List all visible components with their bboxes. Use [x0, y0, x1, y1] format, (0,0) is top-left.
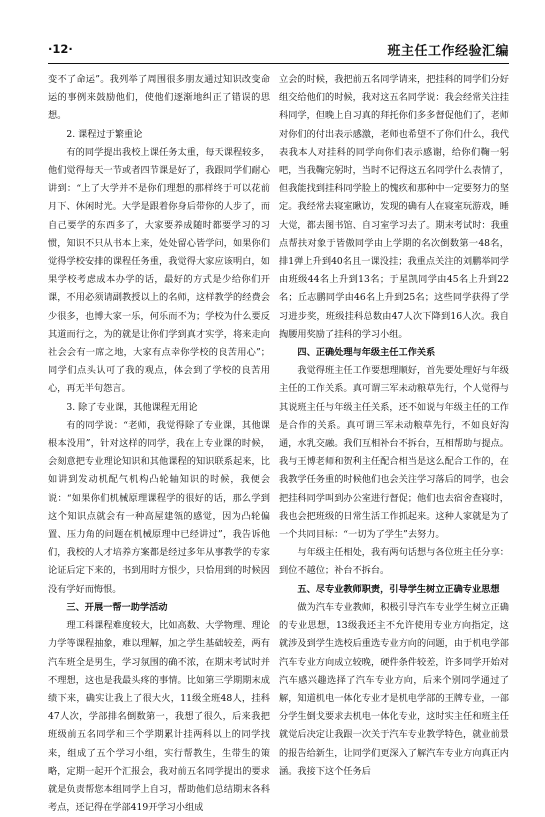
subsection-heading: 3. 除了专业课，其他课程无用论 — [66, 401, 198, 413]
paragraph: 做为汽车专业教师，积极引导汽车专业学生树立正确的专业思想，13级我还主不允许使用专业方向指定，这就涉及到学生选校后重选专业方向的问题，由于机电学部汽车专业方向成立较晚，硬件条件较差，许多同学开始对汽车感兴趣选择了汽车专业方向，后来个别同学通过了解，知道机电一体化专业才是机电学部的王牌专业，一部分学生倒戈要求去机电一体化专业，这时实主任和班主任就觉后决定让我跟一次关于汽车专业教学特色，就业前景的报告给新生，让同学们更深入了解汽车专业方向真正内涵。我接下这个任务后 — [279, 601, 509, 777]
paragraph: 有的同学说：“老师，我觉得除了专业课，其他课根本没用”，针对这样的同学，我在上专业课的时候，会刻意把专业理论知识和其他课程的知识联系起来，比如讲到发动机配气机构凸轮轴知识的时候，我便会说：“如果你们机械原理课程学的很好的话，那么学到这个知识点就会有一种高屋建瓴的感觉，因为凸轮偏置、压力角的问题在机械原理中已经讲过”，我告诉他们，我校的人才培养方案都是经过多年从事教学的专家论证后定下来的，书到用时方恨少，只恰用到的时候因没有学好而悔恨。 — [48, 419, 270, 595]
journal-title: 班主任工作经验汇编 — [387, 44, 509, 59]
paragraph: 理工科课程难度较大，比如高数、大学物理、理论力学等课程抽象，难以理解，加之学生基础较差，两有汽车班全是男生，学习氛围的确不浓，在期末考试时并不理想，这也是我最头疼的事情。比如第三学期期末成绩下来，确实让我上了很大火，11级全班48人，挂科47人次，学部排名倒数第一，我想了很久，后来我把班级前五名同学和三个学期累计挂两科以上的同学找来，组成了五个学习小组，实行帮教生，生带生的策略，定期一起开个汇报会，我对前五名同学提出的要求就是负责帮您本组同学上自习，帮助他们总结期末各科考点，还记得在学部419开学习小组成 — [48, 620, 270, 814]
right-column — [279, 71, 509, 777]
paragraph: 变不了命运”。我列举了周围很多朋友通过知识改变命运的事例来鼓励他们，使他们逐渐地纠正了错误的思想。 — [48, 74, 270, 122]
paragraph: 与年级主任相处，我有两句话想与各位班主任分享：到位不越位；补台不拆台。 — [279, 547, 509, 577]
section-heading: 四、正确处理与年级主任工作关系 — [297, 347, 436, 359]
header-rule — [48, 63, 509, 64]
subsection-heading: 2. 课程过于繁重论 — [66, 128, 143, 140]
section-heading: 五、尽专业教师职责，引导学生树立正确专业思想 — [297, 583, 500, 595]
paragraph: 有的同学提出我校上课任务太重，每天课程较多，他们觉得每天一节或者四节课是好了，我跟同学们耐心讲到：“上了大学并不是你们理想的那样终于可以花前月下、休闲时光。大学是跟着你身后带你的人步了，而自己要学的东西多了，大家要养成随时都要学习的习惯，知识不只从书本上来，处处留心皆学问，如果你们觉得学校安排的课程任务重，我觉得大家应该明白，如果学校考虑成本办学的话，最好的方式是少给你们开课，不用必须请副教授以上的名师，这样教学的经费会少很多，也博大家一乐，何乐而不为；学校为什么要反其道而行之，为的就是让你们学到真才实学，将来走向社会会有一席之地，大家有点幸你学校的良苦用心”；同学们点头认可了我的观点，体会到了学校的良苦用心，再无半句怨言。 — [48, 146, 270, 395]
left-column — [48, 71, 270, 814]
page-header — [48, 40, 509, 62]
page-number: ·12· — [48, 42, 73, 56]
paragraph: 立会的时候，我把前五名同学请来，把挂科的同学们分好组交给他们的时候，我对这五名同学说：我会经常关注挂科同学，但晚上自习真的拜托你们多多督促他们了，老师对你们的付出表示感激，老师也希望不了你们什么，我代表我本人对挂科的同学向你们表示感谢，给你们鞠一躬吧，当我鞠完躬时，当时不记得这五名同学什么表情了，但我能找到挂科同学脸上的愧疚和那种中一定要努力的坚定。我经常去寝室瞅访，发现的确有人在寝室玩游戏，睡大觉，都去图书馆、自习室学习去了。期末考试时：我重点帮扶对象于皆傲同学由上学期的名次倒数第一48名，排1弹上升到40名且一课没挂；我重点关注的刘鹏举同学由班级44名上升到13名；于星凯同学由45名上升到22名；丘志鹏同学由46名上升到25名；这些同学获得了学习进步奖，班级挂科总数由47人次下降到16人次。我自掏腰用奖励了挂科的学习小组。 — [279, 74, 509, 340]
section-heading: 三、开展一帮一助学活动 — [66, 601, 168, 613]
paragraph: 我觉得班主任工作要想理顺好，首先要处理好与年级主任的工作关系。真可谓三军未动粮草先行，个人觉得与其说班主任与年级主任关系，还不如说与年级主任的工作是合作的关系。真可谓三军未动粮草先行，不如良好沟通，水乳交融。我们互相补台不拆台，互相帮助与提点。我与王博老师和贺利主任配合相当是这么配合工作的，在我教学任务重的时候他们也会关注学习落后的同学，也会把挂科同学叫到办公室进行督促；他们也去宿舍查寝时，我也会把班级的日常生活工作抓起来。这种人家就是为了一个共同目标：“一切为了学生”去努力。 — [279, 365, 509, 541]
